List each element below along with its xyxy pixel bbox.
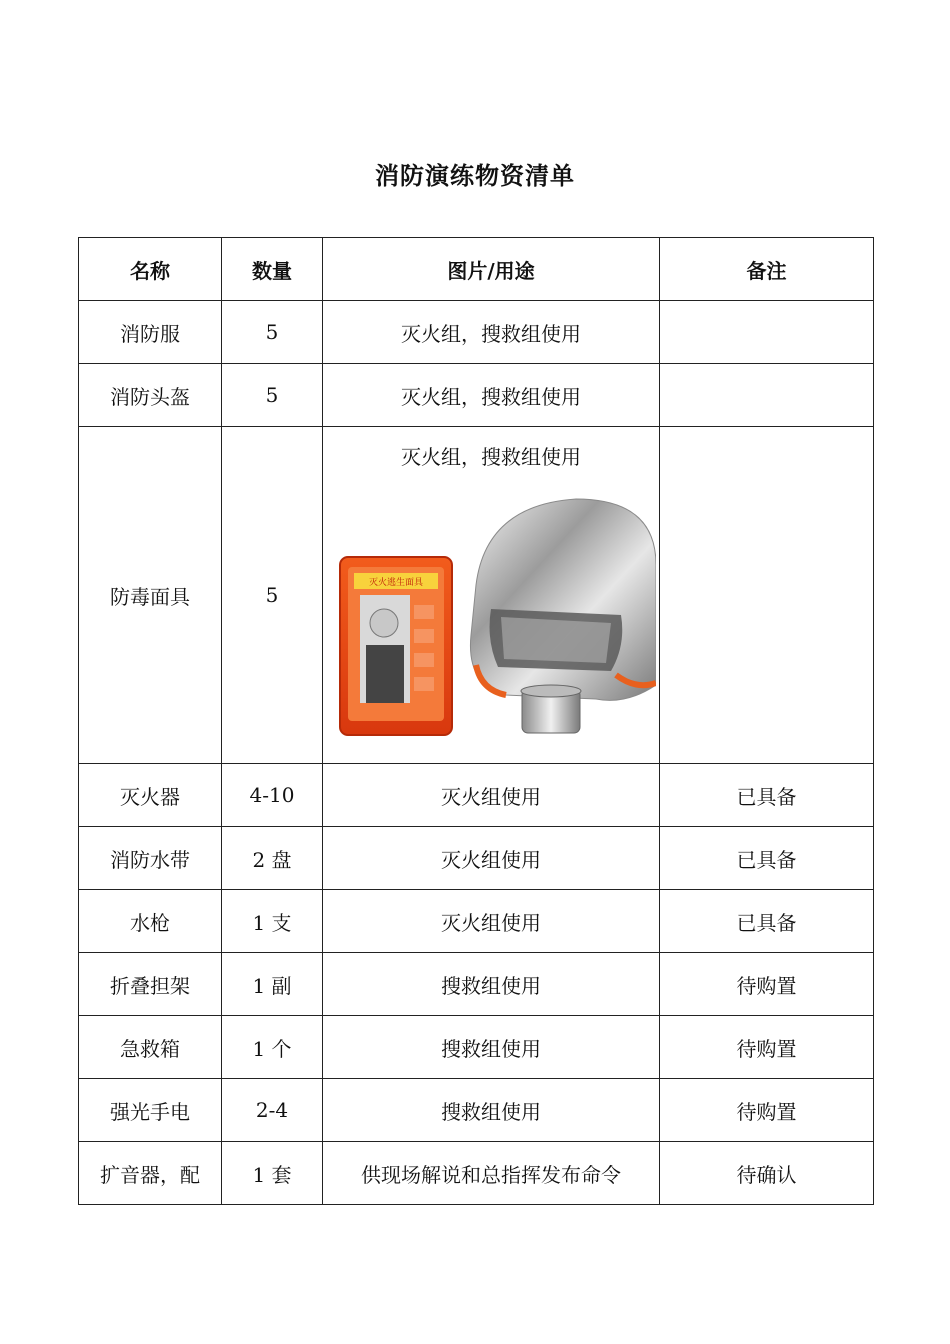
table-row xyxy=(79,953,874,1016)
cell-usage: 供现场解说和总指挥发布命令 xyxy=(323,1142,660,1205)
table-header-row xyxy=(79,238,874,301)
cell-usage: 灭火组，搜救组使用 xyxy=(401,445,581,469)
cell-note: 已具备 xyxy=(660,890,874,953)
page-title: 消防演练物资清单 xyxy=(375,162,575,190)
cell-note: 待购置 xyxy=(660,1079,874,1142)
cell-usage: 灭火组使用 xyxy=(323,890,660,953)
table-row xyxy=(79,827,874,890)
cell-qty: 4-10 xyxy=(222,764,323,827)
cell-note: 待购置 xyxy=(660,1016,874,1079)
cell-usage: 灭火组，搜救组使用 xyxy=(323,301,660,364)
cell-qty: 5 xyxy=(222,301,323,364)
cell-name: 消防水带 xyxy=(79,827,222,890)
cell-qty: 1 个 xyxy=(222,1016,323,1079)
cell-qty: 1 副 xyxy=(222,953,323,1016)
cell-qty: 1 套 xyxy=(222,1142,323,1205)
cell-usage: 灭火组，搜救组使用 xyxy=(323,364,660,427)
cell-name: 消防服 xyxy=(79,301,222,364)
header-note: 备注 xyxy=(660,238,874,301)
cell-usage: 灭火组使用 xyxy=(323,764,660,827)
cell-note: 待购置 xyxy=(660,953,874,1016)
table-row xyxy=(79,364,874,427)
cell-note xyxy=(660,427,874,764)
cell-note xyxy=(660,301,874,364)
table-row xyxy=(79,301,874,364)
table-row xyxy=(79,1016,874,1079)
cell-name: 强光手电 xyxy=(79,1079,222,1142)
cell-note xyxy=(660,364,874,427)
gas-mask-product-image xyxy=(326,485,656,745)
cell-qty: 1 支 xyxy=(222,890,323,953)
cell-note: 已具备 xyxy=(660,827,874,890)
cell-usage: 搜救组使用 xyxy=(323,953,660,1016)
mask-box-icon xyxy=(340,557,452,735)
cell-name: 防毒面具 xyxy=(79,427,222,764)
table-row xyxy=(79,1079,874,1142)
table-row xyxy=(79,1142,874,1205)
svg-text:灭火逃生面具: 灭火逃生面具 xyxy=(368,578,424,588)
header-usage: 图片/用途 xyxy=(323,238,660,301)
cell-name: 消防头盔 xyxy=(79,364,222,427)
cell-usage: 灭火组使用 xyxy=(323,827,660,890)
supplies-table xyxy=(78,237,874,1205)
table-row xyxy=(79,764,874,827)
cell-qty: 5 xyxy=(222,364,323,427)
cell-qty: 5 xyxy=(222,427,323,764)
cell-name: 急救箱 xyxy=(79,1016,222,1079)
cell-usage-with-image xyxy=(323,427,660,764)
cell-usage: 搜救组使用 xyxy=(323,1079,660,1142)
cell-qty: 2-4 xyxy=(222,1079,323,1142)
header-name: 名称 xyxy=(79,238,222,301)
cell-name: 水枪 xyxy=(79,890,222,953)
cell-qty: 2 盘 xyxy=(222,827,323,890)
cell-usage: 搜救组使用 xyxy=(323,1016,660,1079)
cell-name: 扩音器，配 xyxy=(79,1142,222,1205)
table-row xyxy=(79,427,874,764)
cell-name: 折叠担架 xyxy=(79,953,222,1016)
header-qty: 数量 xyxy=(222,238,323,301)
cell-name: 灭火器 xyxy=(79,764,222,827)
escape-hood-icon xyxy=(470,499,656,733)
cell-note: 已具备 xyxy=(660,764,874,827)
table-row xyxy=(79,890,874,953)
cell-note: 待确认 xyxy=(660,1142,874,1205)
